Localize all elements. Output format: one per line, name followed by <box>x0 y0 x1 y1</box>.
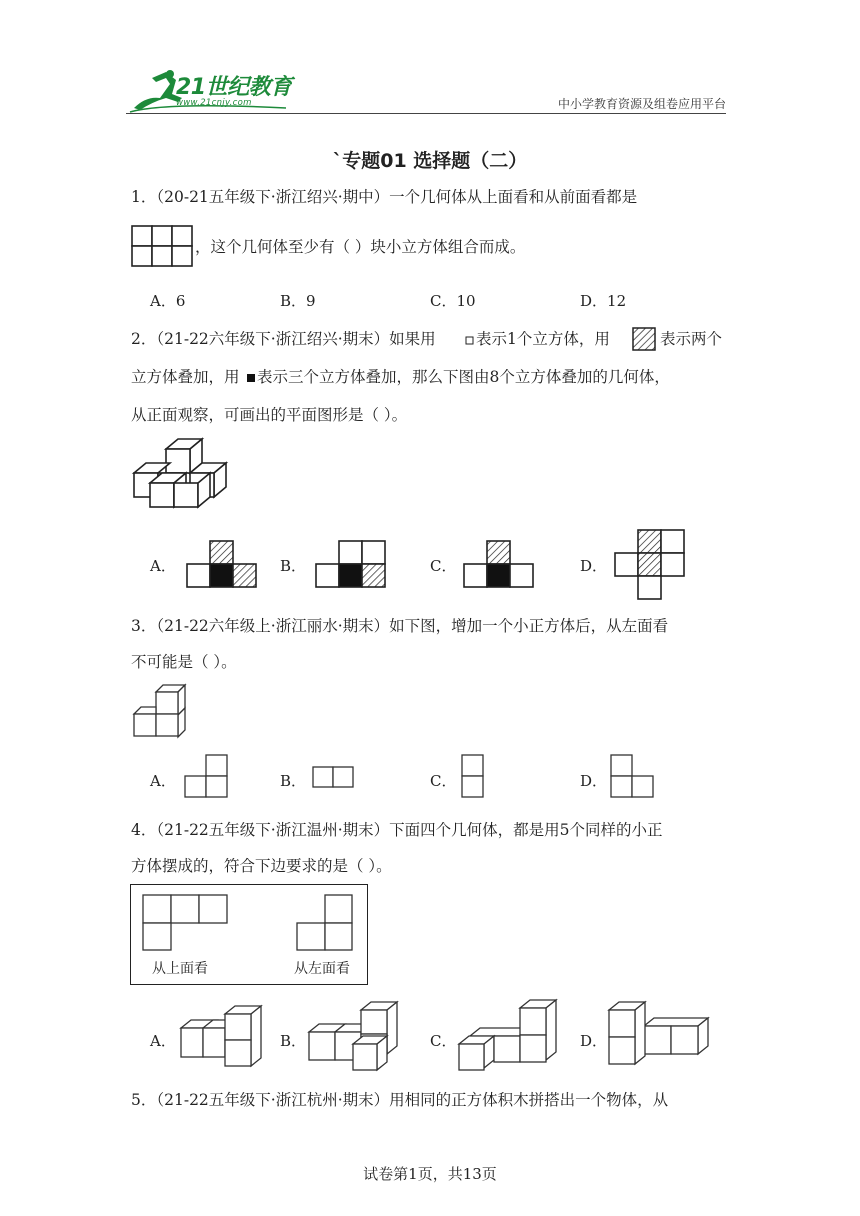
q2-option-a[interactable]: A． <box>150 557 176 575</box>
q3-option-c-figure[interactable] <box>461 754 485 800</box>
q3-option-b-figure[interactable] <box>312 766 358 790</box>
q4-line2: 方体摆成的，符合下边要求的是（ ）。 <box>131 857 392 875</box>
q4-line1: 4．（21-22五年级下·浙江温州·期末）下面四个几何体，都是用5个同样的小正 <box>131 821 663 839</box>
q4-option-d[interactable]: D． <box>580 1032 608 1050</box>
q4-view-top-label: 从上面看 <box>152 961 208 977</box>
q1-option-d[interactable]: D．12 <box>580 292 627 310</box>
q2-option-a-figure[interactable] <box>186 540 258 588</box>
single-cube-symbol <box>465 336 475 346</box>
q3-line1: 3．（21-22六年级上·浙江丽水·期末）如下图，增加一个小正方体后，从左面看 <box>131 617 669 635</box>
q2-option-d-figure[interactable] <box>614 529 686 601</box>
q2-line1c: 表示两个 <box>660 330 723 348</box>
q4-option-c[interactable]: C． <box>430 1032 457 1050</box>
q2-option-c[interactable]: C． <box>430 557 457 575</box>
black-square-symbol <box>246 373 256 383</box>
q4-option-b-figure[interactable] <box>308 998 400 1074</box>
q3-option-d[interactable]: D． <box>580 772 608 790</box>
header-rule <box>126 113 726 114</box>
q2-cube-stack-figure <box>132 437 228 509</box>
q1-option-c[interactable]: C．10 <box>430 292 476 310</box>
q2-option-b[interactable]: B． <box>280 557 307 575</box>
q1-grid-figure <box>132 226 194 268</box>
q3-line2: 不可能是（ ）。 <box>131 653 237 671</box>
q5-line1: 5．（21-22五年级下·浙江杭州·期末）用相同的正方体积木拼搭出一个物体，从 <box>131 1091 669 1109</box>
q1-line2: ，这个几何体至少有（ ）块小立方体组合而成。 <box>195 238 526 256</box>
header-tagline: 中小学教育资源及组卷应用平台 <box>557 97 726 111</box>
q4-top-view-figure <box>142 894 228 952</box>
q2-option-d[interactable]: D． <box>580 557 608 575</box>
q2-line2a: 立方体叠加，用 <box>131 368 240 386</box>
q3-option-a[interactable]: A． <box>150 772 176 790</box>
q3-option-a-figure[interactable] <box>184 754 230 800</box>
page-title: `专题01 选择题（二） <box>332 150 528 172</box>
logo-url: www.21cnjy.com <box>176 98 252 108</box>
q3-option-c[interactable]: C． <box>430 772 457 790</box>
q1-option-b[interactable]: B．9 <box>280 292 316 310</box>
hatched-square-symbol <box>632 327 656 351</box>
q4-left-view-figure <box>296 894 354 952</box>
q3-option-b[interactable]: B． <box>280 772 307 790</box>
q2-line1a: 2．（21-22六年级下·浙江绍兴·期末）如果用 <box>131 330 436 348</box>
q3-option-d-figure[interactable] <box>610 754 656 800</box>
q2-line1b: 表示1个立方体，用 <box>476 330 610 348</box>
logo-text: 21世纪教育 <box>176 75 292 100</box>
q2-line2b: 表示三个立方体叠加，那么下图由8个立方体叠加的几何体， <box>257 368 670 386</box>
q4-option-d-figure[interactable] <box>608 1000 710 1070</box>
q3-cube-figure <box>132 682 188 738</box>
q4-option-a-figure[interactable] <box>180 1002 270 1068</box>
q2-option-b-figure[interactable] <box>315 540 387 588</box>
q1-line1: 1．（20-21五年级下·浙江绍兴·期中）一个几何体从上面看和从前面看都是 <box>131 188 638 206</box>
q2-option-c-figure[interactable] <box>463 540 535 588</box>
q1-option-a[interactable]: A．6 <box>150 292 186 310</box>
q4-view-left-label: 从左面看 <box>294 961 350 977</box>
q4-option-a[interactable]: A． <box>150 1032 176 1050</box>
q4-option-b[interactable]: B． <box>280 1032 307 1050</box>
page-footer: 试卷第1页，共13页 <box>363 1165 497 1183</box>
q2-line3: 从正面观察，可画出的平面图形是（ ）。 <box>131 406 408 424</box>
q4-option-c-figure[interactable] <box>458 998 558 1074</box>
